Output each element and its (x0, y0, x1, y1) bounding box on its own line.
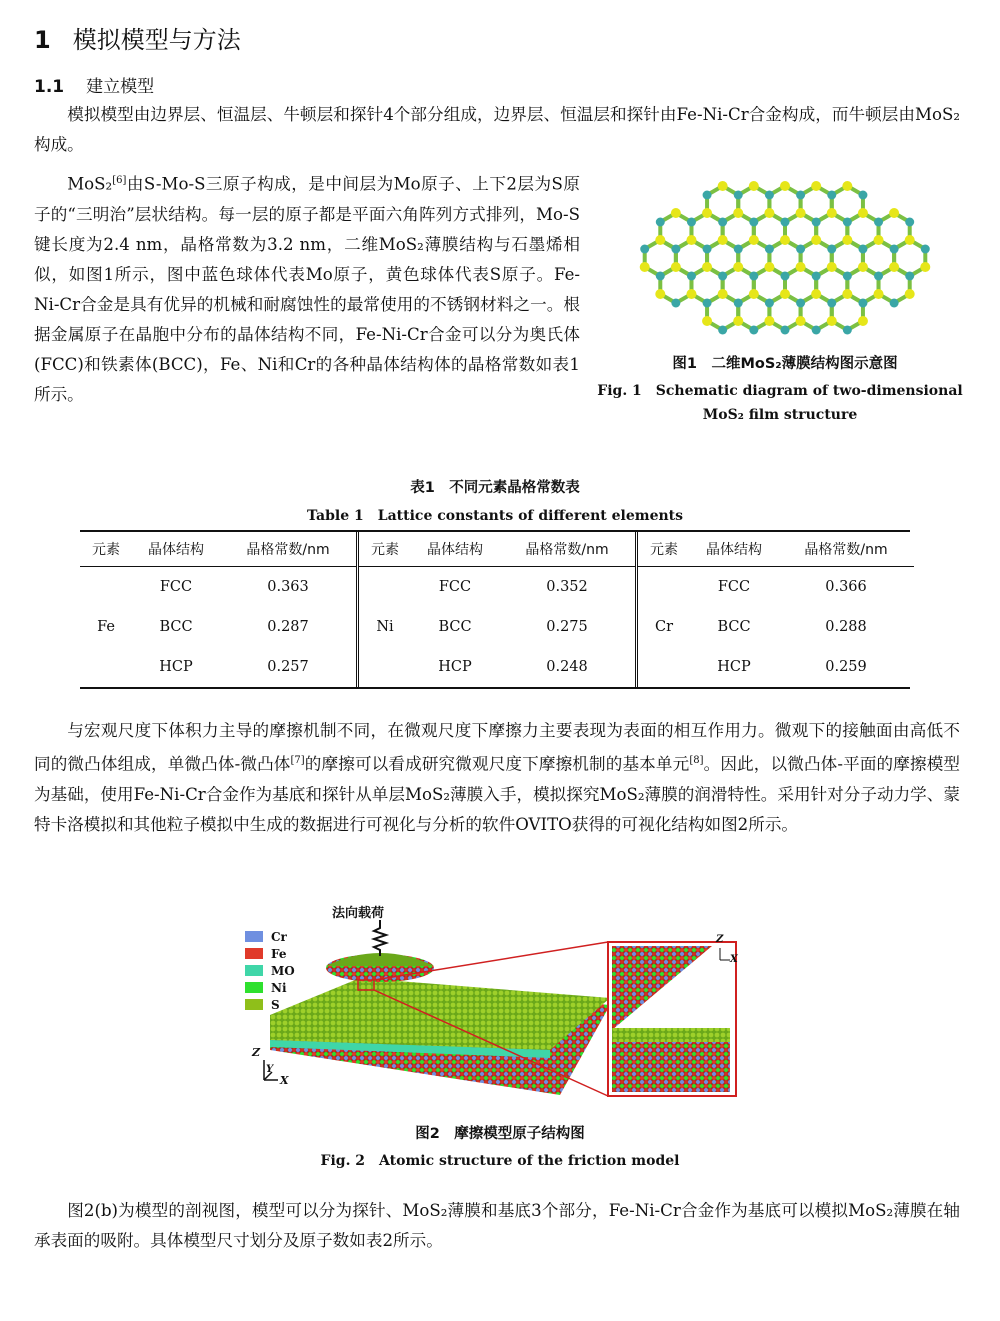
s-atom (858, 262, 868, 272)
legend-label: Cr (271, 929, 287, 944)
mo-atom (843, 272, 852, 281)
mo-atom (671, 299, 680, 308)
mo-atom (765, 245, 774, 254)
table-1 (80, 530, 910, 689)
mo-atom (874, 218, 883, 227)
lattice-constant-cell: 0.248 (546, 659, 588, 675)
s-atom (764, 262, 774, 272)
mo-atom (812, 272, 821, 281)
inset-axis-z-label: Z (716, 934, 724, 945)
table-group-fe (80, 532, 356, 687)
legend-swatch (245, 965, 263, 976)
paragraph-1: 模拟模型由边界层、恒温层、牛顿层和探针4个部分组成，边界层、恒温层和探针由Fe-Ni-Cr合金构成，而牛顿层由MoS₂构成。 (34, 105, 960, 154)
s-atom (827, 262, 837, 272)
s-atom (796, 208, 806, 218)
friction-model-image (240, 900, 740, 1105)
s-atom (874, 289, 884, 299)
s-atom (905, 235, 915, 245)
figure-1-caption-en-line2: MoS₂ film structure (702, 407, 858, 423)
table-element-cell: Ni (376, 619, 394, 635)
table-row (690, 607, 914, 647)
mo-atom (796, 191, 805, 200)
mo-atom (718, 326, 727, 335)
subsection-heading (34, 72, 154, 97)
legend-item (245, 979, 295, 996)
mo-atom (812, 218, 821, 227)
mo-atom (671, 245, 680, 254)
paragraph-4: 图2(b)为模型的剖视图，模型可以分为探针、MoS₂薄膜和基底3个部分，Fe-Ni-Cr合金作为基底可以模拟MoS₂薄膜在轴承表面的吸附。具体模型尺寸划分及原子数如表2所示。 (34, 1201, 960, 1250)
s-atom (764, 316, 774, 326)
table-header-cell: 晶格常数/nm (525, 542, 609, 558)
mo-atom (734, 299, 743, 308)
mo-atom (827, 245, 836, 254)
mo-atom (749, 218, 758, 227)
s-atom (718, 235, 728, 245)
table-1-caption-en: Table 1 Lattice constants of different elements (306, 508, 684, 524)
s-atom (718, 289, 728, 299)
p3-run-0: 与宏观尺度下体积力主导的摩擦机制不同，在微观尺度下摩擦力主要表现为表面的相互作用力。微观下的接触面由高低不同的微凸体组成，单微凸体-微凸体 (34, 721, 960, 774)
s-atom (811, 181, 821, 191)
mo-atom (734, 245, 743, 254)
legend-swatch (245, 999, 263, 1010)
mo-atom (781, 218, 790, 227)
crystal-structure-cell: FCC (159, 579, 193, 595)
s-atom (733, 316, 743, 326)
paragraph-2 (34, 166, 580, 410)
s-atom (905, 289, 915, 299)
mo-atom (687, 218, 696, 227)
table-header-row (359, 532, 635, 567)
lattice-constant-cell: 0.257 (267, 659, 309, 675)
s-atom (827, 316, 837, 326)
s-atom (842, 235, 852, 245)
mo-atom (921, 245, 930, 254)
table-row (132, 567, 356, 607)
p2-run-2: 由S-Mo-S三原子构成，是中间层为Mo原子、上下2层为S原子的“三明治”层状结构。每一层的原子都是平面六角阵列方式排列，Mo-S键长度为2.4 nm，晶格常数为3.2 nm，二维MoS₂薄膜结构与石墨烯相似，如图1所示，图中蓝色球体代表Mo原子，黄色球体代表S原子。Fe-Ni-Cr合金是具有优异的机械和耐腐蚀性的最常使用的不锈钢材料之一。根据金属原子在晶胞中分布的晶体结构不同，Fe-Ni-Cr合金可以分为奥氏体(FCC)和铁素体(BCC)，Fe、Ni和Cr的各种晶体结构体的晶格常数如表1所示。 (34, 174, 580, 404)
normal-load-label: 法向载荷 (332, 906, 385, 921)
mo-atom (827, 191, 836, 200)
s-atom (733, 208, 743, 218)
subsection-number: 1.1 (34, 77, 65, 97)
table-row (132, 647, 356, 687)
crystal-structure-cell: HCP (438, 659, 472, 675)
mo-atom (796, 245, 805, 254)
mo-atom (890, 299, 899, 308)
s-atom (796, 262, 806, 272)
mo-atom (890, 245, 899, 254)
table-group-cr (635, 532, 914, 687)
mo-atom (656, 218, 665, 227)
figure-2-caption-en: Fig. 2 Atomic structure of the friction model (320, 1153, 680, 1169)
table-element-cell: Fe (97, 619, 115, 635)
mo-atom (905, 218, 914, 227)
table-header-cell: 元素 (650, 542, 678, 558)
table-header-cell: 元素 (92, 542, 120, 558)
s-atom (858, 316, 868, 326)
s-atom (749, 289, 759, 299)
s-atom (811, 289, 821, 299)
mo-atom (858, 245, 867, 254)
mo-atom (858, 299, 867, 308)
mo-atom (734, 191, 743, 200)
mo-atom (687, 272, 696, 281)
table-1-caption-zh: 表1 不同元素晶格常数表 (410, 480, 580, 496)
s-atom (655, 289, 665, 299)
mo-atom (640, 245, 649, 254)
mo-atom (781, 326, 790, 335)
legend-label: MO (271, 963, 295, 978)
s-atom (640, 262, 650, 272)
figure-1-caption-zh: 图1 二维MoS₂薄膜结构图示意图 (672, 356, 898, 372)
mo-atom (905, 272, 914, 281)
lattice-constant-cell: 0.287 (267, 619, 309, 635)
table-header-cell: 晶体结构 (706, 542, 762, 558)
mo-atom (703, 191, 712, 200)
legend-item (245, 962, 295, 979)
s-atom (702, 262, 712, 272)
s-atom (889, 262, 899, 272)
mo-atom (765, 191, 774, 200)
section-heading (34, 20, 241, 55)
table-row (690, 647, 914, 687)
table-row (411, 567, 635, 607)
mos2-lattice-image (600, 168, 970, 348)
table-row (411, 607, 635, 647)
s-atom (764, 208, 774, 218)
mo-atom (765, 299, 774, 308)
s-atom (749, 181, 759, 191)
lattice-constant-cell: 0.366 (825, 579, 867, 595)
s-atom (858, 208, 868, 218)
s-atom (780, 235, 790, 245)
legend-swatch (245, 931, 263, 942)
crystal-structure-cell: FCC (717, 579, 751, 595)
s-atom (655, 235, 665, 245)
figure-2-caption-zh: 图2 摩擦模型原子结构图 (415, 1126, 585, 1142)
table-element-cell: Cr (654, 619, 674, 635)
mo-atom (827, 299, 836, 308)
s-atom (780, 181, 790, 191)
figure-2-legend (245, 928, 295, 1013)
s-atom (874, 235, 884, 245)
figure-1 (600, 168, 970, 348)
crystal-structure-cell: FCC (438, 579, 472, 595)
p2-run-0: MoS₂ (67, 174, 113, 194)
s-atom (702, 316, 712, 326)
section-number: 1 (34, 26, 51, 54)
mo-atom (843, 326, 852, 335)
crystal-structure-cell: HCP (159, 659, 193, 675)
legend-item (245, 945, 295, 962)
paragraph-3 (34, 716, 960, 840)
axis-x-label: X (280, 1074, 289, 1087)
table-header-cell: 晶体结构 (148, 542, 204, 558)
citation-7: [7] (290, 755, 305, 766)
mo-atom (656, 272, 665, 281)
s-atom (671, 208, 681, 218)
table-row (411, 647, 635, 687)
s-atom (827, 208, 837, 218)
table-header-row (80, 532, 356, 567)
table-row (132, 607, 356, 647)
citation-6: [6] (112, 175, 127, 186)
s-atom (686, 235, 696, 245)
table-group-ni (356, 532, 635, 687)
axis-z-label: Z (252, 1046, 261, 1059)
mo-atom (718, 218, 727, 227)
mo-atom (812, 326, 821, 335)
s-atom (671, 262, 681, 272)
s-atom (733, 262, 743, 272)
s-atom (842, 181, 852, 191)
s-atom (718, 181, 728, 191)
lattice-constant-cell: 0.288 (825, 619, 867, 635)
table-header-cell: 晶格常数/nm (804, 542, 888, 558)
crystal-structure-cell: BCC (159, 619, 193, 635)
legend-swatch (245, 982, 263, 993)
lattice-constant-cell: 0.259 (825, 659, 867, 675)
figure-2 (240, 900, 740, 1105)
crystal-structure-cell: BCC (438, 619, 472, 635)
legend-label: Ni (271, 980, 287, 995)
legend-item (245, 996, 295, 1013)
figure-1-caption-en-line1: Fig. 1 Schematic diagram of two-dimensional (597, 383, 963, 399)
mo-atom (718, 272, 727, 281)
mo-atom (749, 272, 758, 281)
section-title: 模拟模型与方法 (72, 26, 241, 54)
mo-atom (781, 272, 790, 281)
p3-run-2: 的摩擦可以看成研究微观尺度下摩擦机制的基本单元 (304, 754, 690, 774)
subsection-title: 建立模型 (86, 77, 155, 97)
crystal-structure-cell: BCC (717, 619, 751, 635)
s-atom (889, 208, 899, 218)
legend-item (245, 928, 295, 945)
s-atom (811, 235, 821, 245)
s-atom (920, 262, 930, 272)
p3-run-4: 。因此，以微凸体-平面的摩擦模型为基础，使用Fe-Ni-Cr合金作为基底和探针从单层MoS₂薄膜入手，模拟探究MoS₂薄膜的润滑特性。采用针对分子动力学、蒙特卡洛模拟和其他粒子模拟中生成的数据进行可视化与分析的软件OVITO获得的可视化结构如图2所示。 (34, 754, 961, 834)
legend-swatch (245, 948, 263, 959)
legend-label: S (271, 997, 280, 1012)
axis-y-label: Y (266, 1064, 274, 1075)
s-atom (842, 289, 852, 299)
citation-8: [8] (689, 755, 704, 766)
mo-atom (858, 191, 867, 200)
s-atom (780, 289, 790, 299)
inset-axis-x-label: X (730, 954, 738, 965)
mo-atom (749, 326, 758, 335)
table-header-cell: 晶格常数/nm (246, 542, 330, 558)
legend-label: Fe (271, 946, 287, 961)
mo-atom (796, 299, 805, 308)
mo-atom (703, 299, 712, 308)
mo-atom (843, 218, 852, 227)
table-header-cell: 晶体结构 (427, 542, 483, 558)
s-atom (686, 289, 696, 299)
lattice-constant-cell: 0.363 (267, 579, 309, 595)
s-atom (796, 316, 806, 326)
s-atom (749, 235, 759, 245)
mo-atom (874, 272, 883, 281)
lattice-constant-cell: 0.275 (546, 619, 588, 635)
table-header-row (638, 532, 914, 567)
s-atom (702, 208, 712, 218)
lattice-constant-cell: 0.352 (546, 579, 588, 595)
mo-atom (703, 245, 712, 254)
table-header-cell: 元素 (371, 542, 399, 558)
table-row (690, 567, 914, 607)
crystal-structure-cell: HCP (717, 659, 751, 675)
